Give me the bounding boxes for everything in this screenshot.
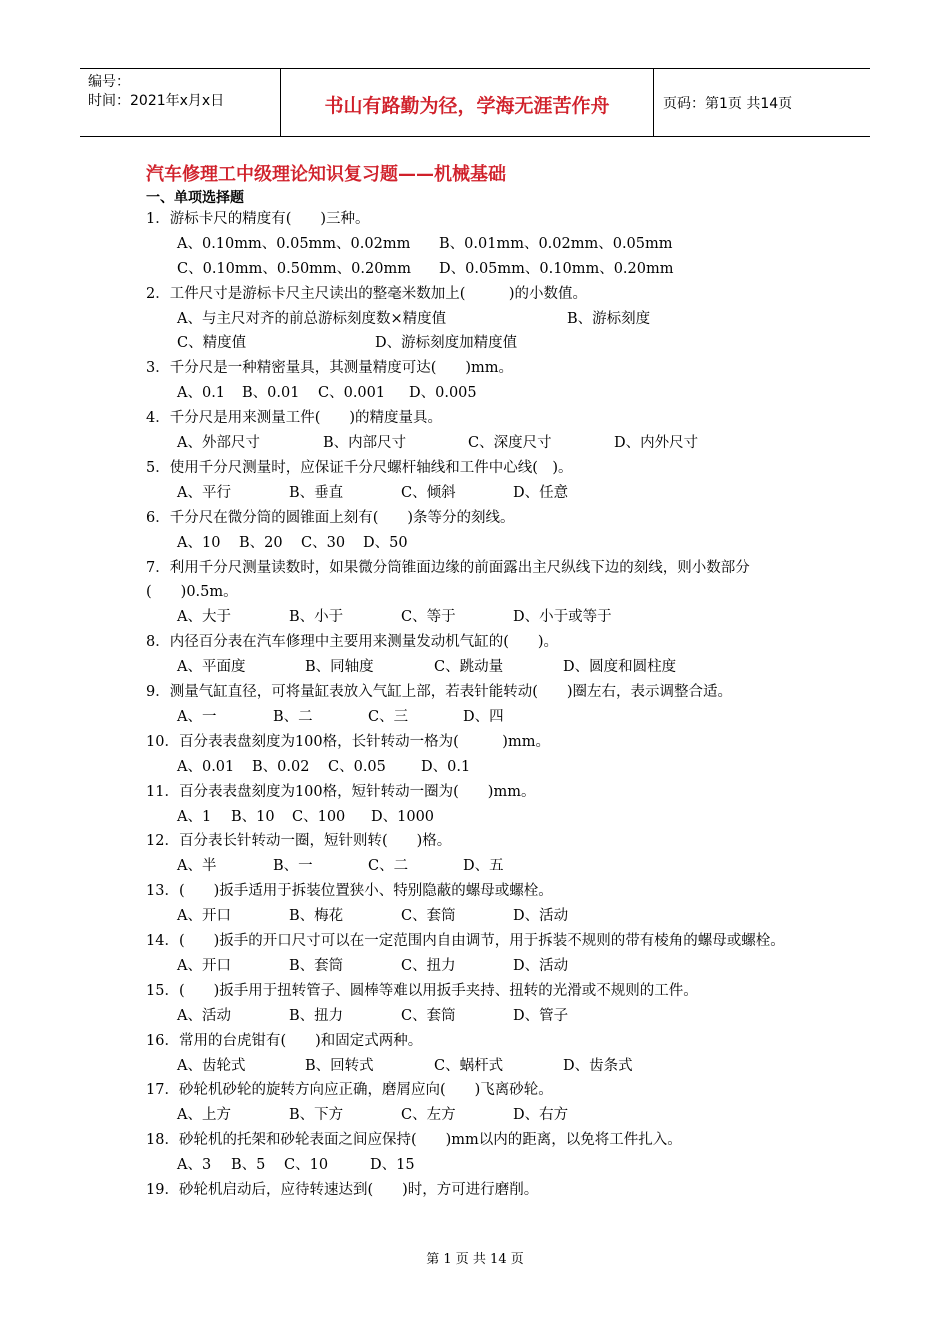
answer-option: D、50 xyxy=(363,534,408,551)
option-row xyxy=(146,755,821,780)
question-text: 6．千分尺在微分筒的圆锥面上刻有( )条等分的刻线。 xyxy=(146,509,515,526)
question-text: 17．砂轮机砂轮的旋转方向应正确，磨屑应向( )飞离砂轮。 xyxy=(146,1082,553,1099)
page-footer: 第 1 页 共 14 页 xyxy=(426,1252,524,1267)
answer-option: D、管子 xyxy=(513,1007,569,1024)
answer-option: C、精度值 xyxy=(177,335,247,352)
option-row xyxy=(146,705,821,730)
answer-option: D、游标刻度加精度值 xyxy=(375,335,518,352)
answer-option: B、一 xyxy=(273,858,313,875)
answer-option: B、0.01 xyxy=(242,385,300,402)
question-text: 18．砂轮机的托架和砂轮表面之间应保持( )mm以内的距离，以免将工件扎入。 xyxy=(146,1132,682,1149)
question-text: 14．( )扳手的开口尺寸可以在一定范围内自由调节，用于拆装不规则的带有棱角的螺母或螺栓。 xyxy=(146,933,785,950)
answer-option: B、扭力 xyxy=(289,1007,344,1024)
answer-option: D、小于或等于 xyxy=(513,609,612,626)
answer-option: C、倾斜 xyxy=(401,484,456,501)
answer-option: C、0.001 xyxy=(318,385,386,402)
question-text: 5．使用千分尺测量时，应保证千分尺螺杆轴线和工件中心线( )。 xyxy=(146,459,573,476)
answer-option: C、100 xyxy=(292,808,346,825)
answer-option: A、开口 xyxy=(177,957,231,974)
answer-option: D、活动 xyxy=(513,908,569,925)
number-label: 编号： xyxy=(88,74,130,90)
answer-option: A、上方 xyxy=(177,1107,231,1124)
answer-option: D、1000 xyxy=(371,808,435,825)
answer-option: C、二 xyxy=(368,858,409,875)
answer-option: B、0.01mm、0.02mm、0.05mm xyxy=(439,235,673,252)
answer-option: D、右方 xyxy=(513,1107,569,1124)
answer-option: D、15 xyxy=(370,1157,415,1174)
answer-option: C、左方 xyxy=(401,1107,456,1124)
answer-option: C、套筒 xyxy=(401,1007,456,1024)
answer-option: D、内外尺寸 xyxy=(614,435,699,452)
answer-option: C、扭力 xyxy=(401,957,456,974)
question-text: 11．百分表表盘刻度为100格，短针转动一圈为( )mm。 xyxy=(146,783,536,800)
answer-option: D、任意 xyxy=(513,484,569,501)
option-row xyxy=(146,257,821,282)
answer-option: A、开口 xyxy=(177,908,231,925)
answer-option: A、半 xyxy=(177,858,217,875)
header-divider xyxy=(653,69,654,136)
option-row xyxy=(146,1103,821,1128)
answer-option: A、一 xyxy=(177,708,217,725)
option-row xyxy=(146,605,821,630)
answer-option: B、内部尺寸 xyxy=(323,435,407,452)
question-text: 2．工件尺寸是游标卡尺主尺读出的整毫米数加上( )的小数值。 xyxy=(146,285,588,302)
answer-option: C、三 xyxy=(368,708,409,725)
answer-option: B、20 xyxy=(239,534,283,551)
answer-option: C、0.05 xyxy=(328,758,386,775)
question-text: 7．利用千分尺测量读数时，如果微分筒锥面边缘的前面露出主尺纵线下边的刻线，则小数部分( )0.5m。 xyxy=(146,559,750,601)
option-row xyxy=(146,854,821,879)
question-text: 3．千分尺是一种精密量具，其测量精度可达( )mm。 xyxy=(146,360,514,377)
answer-option: A、活动 xyxy=(177,1007,231,1024)
option-row xyxy=(146,531,821,556)
answer-option: D、0.005 xyxy=(409,385,477,402)
question-text: 19．砂轮机启动后，应待转速达到( )时，方可进行磨削。 xyxy=(146,1182,539,1199)
option-row xyxy=(146,904,821,929)
answer-option: D、圆度和圆柱度 xyxy=(563,659,677,676)
answer-option: A、0.01 xyxy=(177,758,235,775)
answer-option: A、外部尺寸 xyxy=(177,435,260,452)
option-row xyxy=(146,1153,821,1178)
document-title: 汽车修理工中级理论知识复习题——机械基础 xyxy=(146,164,506,185)
answer-option: A、平面度 xyxy=(177,659,246,676)
option-row xyxy=(146,381,821,406)
answer-option: A、1 xyxy=(177,808,212,825)
answer-option: B、套筒 xyxy=(289,957,344,974)
answer-option: D、齿条式 xyxy=(563,1057,633,1074)
answer-option: C、深度尺寸 xyxy=(468,435,552,452)
answer-option: B、游标刻度 xyxy=(567,310,651,327)
option-row xyxy=(146,232,821,257)
answer-option: B、二 xyxy=(273,708,313,725)
header-motto: 书山有路勤为径，学海无涯苦作舟 xyxy=(324,95,610,117)
question-text: 1．游标卡尺的精度有( )三种。 xyxy=(146,211,370,227)
option-row xyxy=(146,1004,821,1029)
answer-option: A、3 xyxy=(177,1157,212,1174)
answer-option: B、小于 xyxy=(289,609,344,626)
answer-option: B、下方 xyxy=(289,1107,344,1124)
question-text: 12．百分表长针转动一圈，短针则转( )格。 xyxy=(146,833,452,850)
answer-option: B、10 xyxy=(231,808,275,825)
answer-option: D、活动 xyxy=(513,957,569,974)
option-row xyxy=(146,431,821,456)
page-header xyxy=(80,68,870,137)
answer-option: B、同轴度 xyxy=(305,659,374,676)
answer-option: B、梅花 xyxy=(289,908,344,925)
answer-option: D、四 xyxy=(463,708,504,725)
header-page-info: 页码：第1页 共14页 xyxy=(663,96,793,112)
answer-option: A、大于 xyxy=(177,609,231,626)
answer-option: A、平行 xyxy=(177,484,231,501)
answer-option: C、10 xyxy=(284,1157,329,1174)
option-row xyxy=(146,655,821,680)
question-text: 8．内径百分表在汽车修理中主要用来测量发动机气缸的( )。 xyxy=(146,634,559,651)
answer-option: D、0.1 xyxy=(421,758,471,775)
option-row xyxy=(146,805,821,830)
answer-option: D、五 xyxy=(463,858,504,875)
answer-option: C、0.10mm、0.50mm、0.20mm xyxy=(177,260,411,277)
question-text: 4．千分尺是用来测量工件( )的精度量具。 xyxy=(146,410,443,427)
question-text: 16．常用的台虎钳有( )和固定式两种。 xyxy=(146,1032,423,1049)
option-row xyxy=(146,1054,821,1079)
answer-option: A、0.10mm、0.05mm、0.02mm xyxy=(177,235,411,252)
answer-option: B、垂直 xyxy=(289,484,344,501)
question-list xyxy=(146,207,821,1203)
answer-option: A、与主尺对齐的前总游标刻度数×精度值 xyxy=(177,310,447,327)
option-row xyxy=(146,481,821,506)
header-left-block xyxy=(88,73,224,111)
answer-option: B、0.02 xyxy=(252,758,310,775)
option-row xyxy=(146,331,821,356)
answer-option: B、回转式 xyxy=(305,1057,374,1074)
answer-option: C、套筒 xyxy=(401,908,456,925)
answer-option: A、0.1 xyxy=(177,385,226,402)
answer-option: B、5 xyxy=(231,1157,266,1174)
option-row xyxy=(146,307,821,332)
question-text: 13．( )扳手适用于拆装位置狭小、特别隐蔽的螺母或螺栓。 xyxy=(146,883,553,900)
answer-option: C、等于 xyxy=(401,609,456,626)
section-heading: 一、单项选择题 xyxy=(146,190,244,206)
answer-option: C、30 xyxy=(301,534,346,551)
time-label: 时间：2021年x月x日 xyxy=(88,93,225,109)
answer-option: C、跳动量 xyxy=(434,659,504,676)
answer-option: A、10 xyxy=(177,534,221,551)
answer-option: C、蜗杆式 xyxy=(434,1057,504,1074)
answer-option: D、0.05mm、0.10mm、0.20mm xyxy=(439,260,674,277)
option-row xyxy=(146,954,821,979)
question-text: 15．( )扳手用于扭转管子、圆棒等难以用扳手夹持、扭转的光滑或不规则的工件。 xyxy=(146,982,698,999)
question-text: 9．测量气缸直径，可将量缸表放入气缸上部，若表针能转动( )圈左右，表示调整合适。 xyxy=(146,684,733,701)
question-text: 10．百分表表盘刻度为100格，长针转动一格为( )mm。 xyxy=(146,733,550,750)
answer-option: A、齿轮式 xyxy=(177,1057,246,1074)
